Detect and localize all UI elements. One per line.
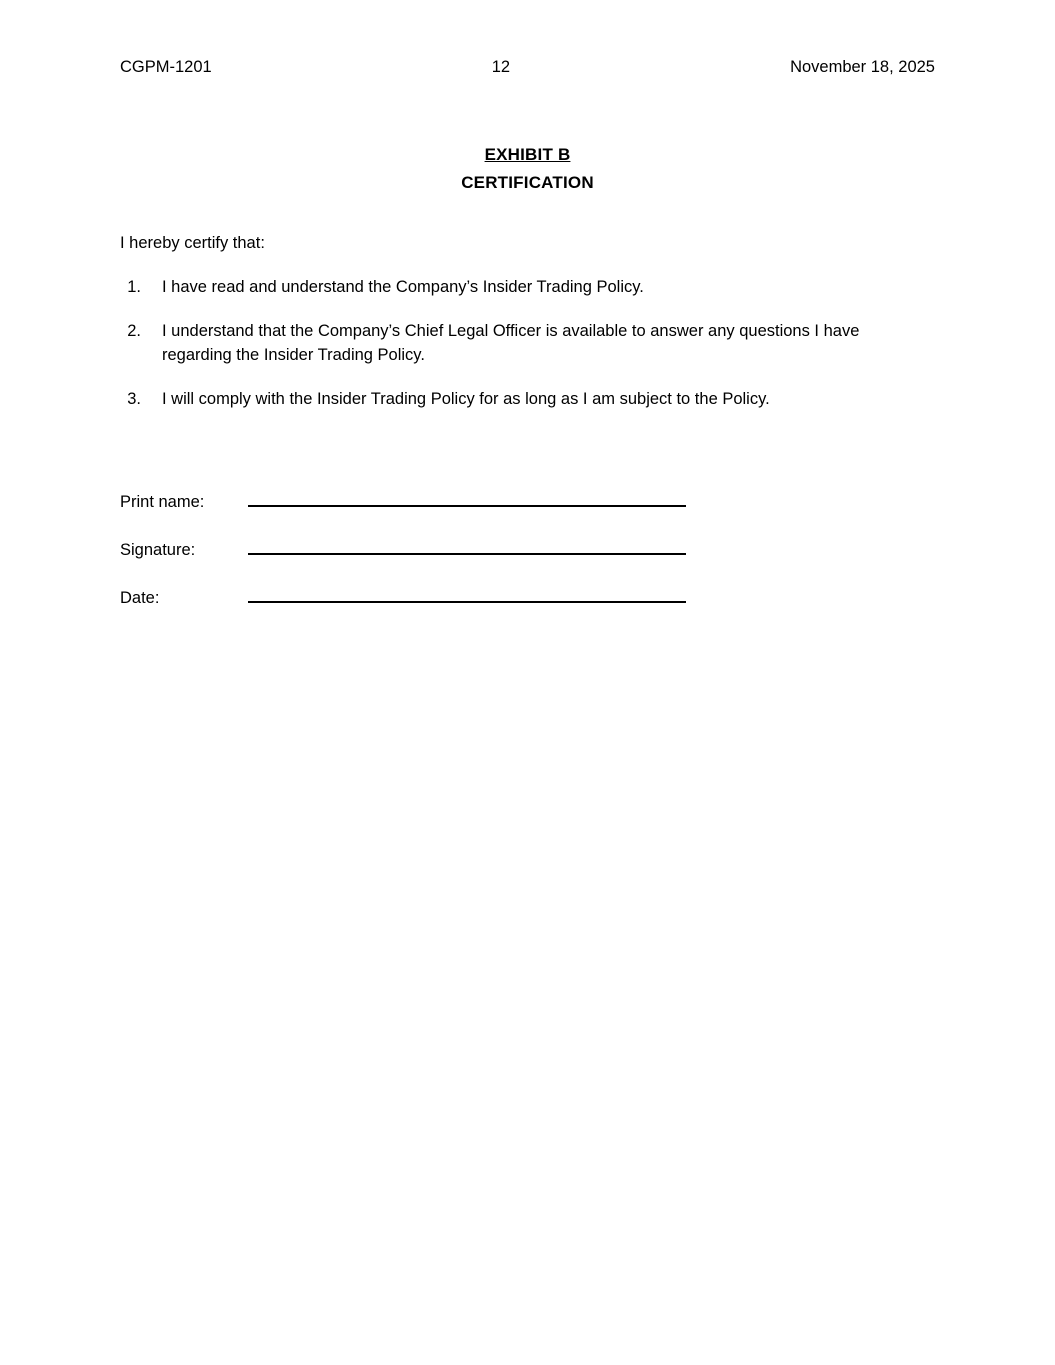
list-item (120, 388, 935, 411)
date-field[interactable] (248, 584, 686, 603)
clause-number: 3. (127, 390, 141, 409)
print-name-field[interactable] (248, 488, 686, 507)
page-header (120, 58, 935, 78)
clause-text: I understand that the Company’s Chief Legal Officer is available to answer any questions I have regarding the Insider Trading Policy. (162, 322, 860, 364)
header-document-number: CGPM-1201 (120, 58, 212, 76)
signature-block (120, 488, 935, 632)
date-label: Date: (120, 588, 160, 607)
header-date: November 18, 2025 (790, 58, 935, 76)
intro-text: I hereby certify that: (120, 234, 265, 252)
clause-number: 1. (127, 278, 141, 296)
clause-text: I have read and understand the Company’s Insider Trading Policy. (162, 278, 644, 296)
title-block (120, 143, 935, 195)
list-item (120, 320, 935, 367)
clause-text: I will comply with the Insider Trading Policy for as long as I am subject to the Policy. (162, 390, 770, 409)
list-item (120, 276, 935, 299)
date-row (120, 584, 935, 611)
print-name-label: Print name: (120, 493, 205, 511)
certification-clause-list (120, 276, 935, 433)
exhibit-title: EXHIBIT B (484, 145, 571, 164)
signature-field[interactable] (248, 536, 686, 555)
print-name-row (120, 488, 935, 515)
signature-row (120, 536, 935, 563)
signature-label: Signature: (120, 540, 196, 559)
certification-title: CERTIFICATION (461, 172, 594, 192)
clause-number: 2. (127, 322, 141, 341)
header-page-number: 12 (491, 58, 511, 76)
